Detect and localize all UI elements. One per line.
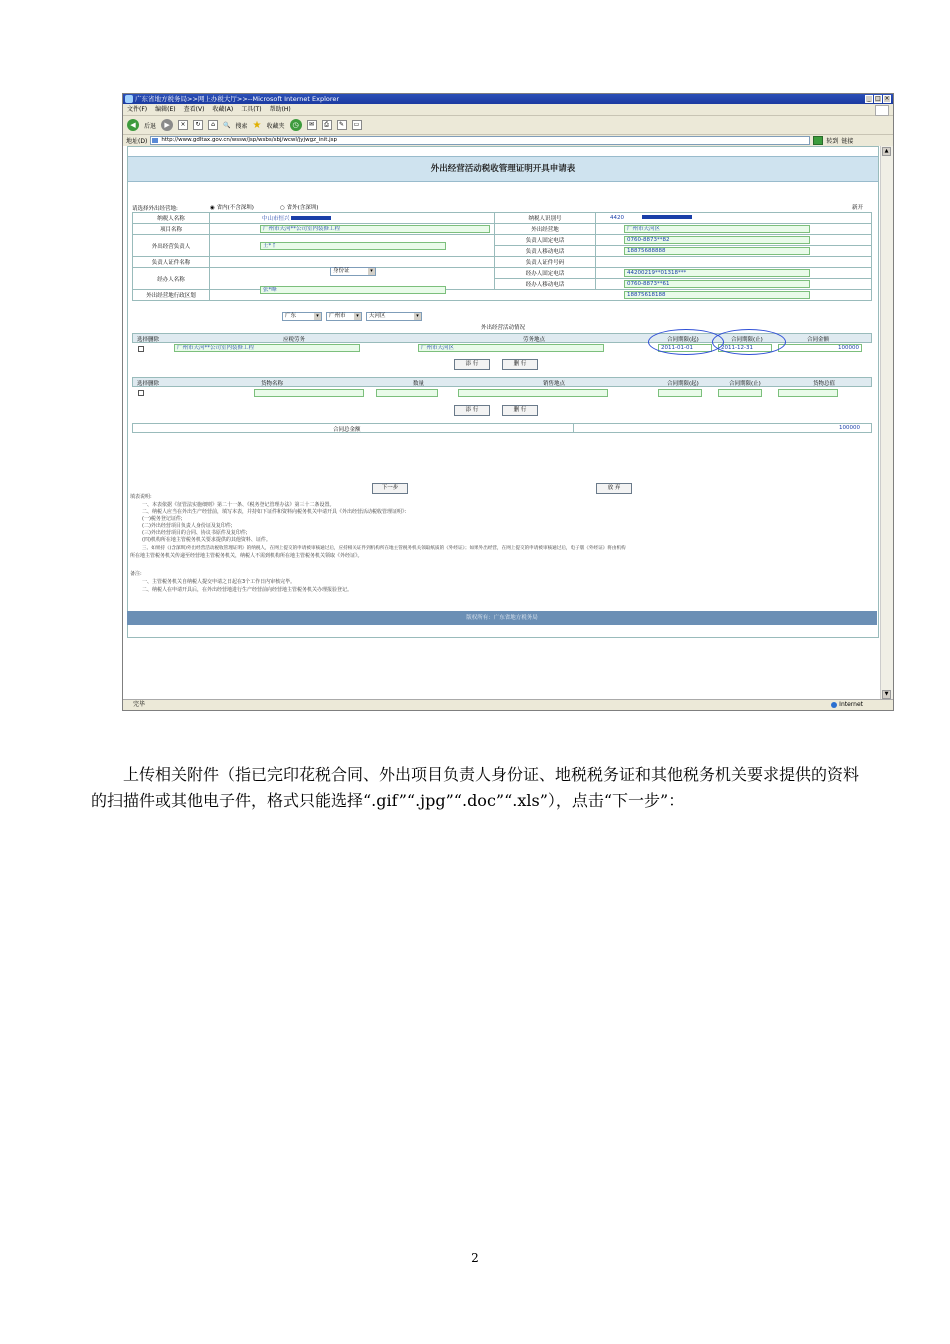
- act-header-end: 合同期限(止): [731, 337, 763, 343]
- links-label[interactable]: 链接: [841, 138, 854, 145]
- history-icon[interactable]: ◷: [290, 119, 302, 131]
- act-header-start: 合同期限(起): [667, 337, 699, 343]
- address-value: http://www.gdltax.gov.cn/wssw/jsp/wsbs/sbj/wcwl/jyjwgz_init.jsp: [161, 137, 338, 143]
- form-title: 外出经营活动税收管理证明开具申请表: [128, 156, 878, 182]
- goods-header-value: 货物总值: [813, 381, 836, 387]
- goods-add-row-button[interactable]: 添 行: [454, 405, 490, 416]
- taxpayer-name: 中山市恒兴: [262, 216, 290, 222]
- radio-in-province[interactable]: ◉ 省内(不含深圳): [210, 205, 254, 211]
- act-header-amount: 合同金额: [807, 337, 830, 343]
- goods-row-checkbox[interactable]: [138, 390, 144, 396]
- city-select[interactable]: 广州市 ▾: [326, 312, 362, 321]
- favorites-star-icon[interactable]: ★: [252, 119, 262, 131]
- menu-favorites[interactable]: 收藏(A): [212, 106, 234, 113]
- note-3: (一)税务登记证件;: [142, 516, 183, 522]
- edit-icon[interactable]: ✎: [337, 120, 347, 130]
- act-row-checkbox[interactable]: [138, 346, 144, 352]
- leader-mobile-label: 负责人移动电话: [495, 246, 596, 257]
- address-label: 地址(D): [126, 138, 148, 145]
- goods-end-input[interactable]: [718, 389, 762, 397]
- goods-header: [132, 377, 872, 387]
- remark-title: 备注:: [130, 571, 142, 577]
- back-label[interactable]: 后退: [144, 122, 157, 130]
- leader-label: 外出经营负责人: [133, 235, 210, 257]
- taxpayer-id-label: 纳税人识别号: [495, 213, 596, 224]
- note-7: 三、如果持《(含深圳)外出经营活动税收管理证明》的纳税人，在网上提交的申请被审核通过后，应持相关证件到机构所在地主管税务机关领取纸质的《外经证》；如果外出经营，在网上提交的申请被审核通过后，电子版《外经证》将由机构: [142, 546, 626, 551]
- address-input[interactable]: [150, 136, 810, 145]
- agent-mobile-input[interactable]: 18875618188: [624, 291, 810, 299]
- act-header-place: 劳务地点: [523, 337, 546, 343]
- goods-qty-input[interactable]: [376, 389, 438, 397]
- goods-header-place: 销售地点: [543, 381, 566, 387]
- windows-flag-icon: [875, 105, 889, 116]
- out-location-input[interactable]: 广州市天河区: [624, 225, 810, 233]
- redaction-mark: [291, 216, 331, 220]
- agent-label: 经办人名称: [133, 268, 210, 290]
- goods-place-input[interactable]: [458, 389, 608, 397]
- stop-icon[interactable]: ×: [178, 120, 188, 130]
- leader-phone-input[interactable]: 0760-8873**82: [624, 236, 810, 244]
- menu-file[interactable]: 文件(F): [127, 106, 148, 113]
- agent-input[interactable]: 张*峰: [260, 286, 446, 294]
- leader-input[interactable]: 王*丫: [260, 242, 446, 250]
- window-controls: [865, 95, 891, 103]
- go-label[interactable]: 转到: [826, 138, 839, 145]
- act-place-input[interactable]: 广州市天河区: [418, 344, 604, 352]
- mail-icon[interactable]: ✉: [307, 120, 317, 130]
- goods-del-row-button[interactable]: 删 行: [502, 405, 538, 416]
- forward-icon[interactable]: ▶: [161, 119, 173, 131]
- goods-header-name: 货物名称: [261, 381, 284, 387]
- menu-edit[interactable]: 编辑(E): [155, 106, 176, 113]
- goods-header-end: 合同期限(止): [729, 381, 761, 387]
- agent-phone-label: 经办人固定电话: [495, 268, 596, 279]
- application-form: [127, 146, 879, 638]
- maximize-icon[interactable]: □: [875, 95, 881, 102]
- leader-mobile-input[interactable]: 18875688888: [624, 247, 810, 255]
- act-header-service: 应税劳务: [283, 337, 306, 343]
- note-6: (四)机构所在地主管税务机关要求提供的其他资料、证件。: [142, 537, 271, 543]
- cert-name-label: 负责人证件名称: [133, 257, 210, 268]
- menu-help[interactable]: 帮助(H): [269, 106, 291, 113]
- browser-screenshot: [122, 93, 894, 711]
- project-name-input[interactable]: 广州市天河**公司室内装修工程: [260, 225, 490, 233]
- total-value: 100000: [839, 425, 860, 431]
- act-amount-input[interactable]: 100000: [778, 344, 862, 352]
- total-row: [132, 423, 872, 433]
- menu-bar: [123, 104, 893, 116]
- menu-view[interactable]: 查看(V): [183, 106, 205, 113]
- annotation-circle-end: [712, 329, 786, 355]
- go-icon[interactable]: [813, 136, 823, 145]
- globe-icon: [831, 702, 837, 708]
- act-header-select: 选择删除: [137, 337, 160, 343]
- total-divider: [573, 424, 574, 432]
- browser-toolbar: [123, 116, 893, 135]
- page-viewport: [123, 146, 881, 700]
- new-label: 新开: [852, 205, 864, 211]
- goods-start-input[interactable]: [658, 389, 702, 397]
- browser-titlebar: [123, 94, 893, 104]
- search-icon[interactable]: 🔍: [223, 121, 231, 129]
- note-1: 一、本表依据《征管法实施细则》第二十一条、《税务登记管理办法》第三十二条设置。: [142, 502, 335, 508]
- project-name-label: 项目名称: [133, 224, 210, 235]
- goods-name-input[interactable]: [254, 389, 364, 397]
- status-zone-label: Internet: [839, 701, 863, 708]
- note-2: 二、纳税人应当在外出生产经营前，填写本表，并持如下证件和资料向税务机关申请开具《外出经营活动税收管理证明》：: [142, 509, 410, 515]
- radio-out-province[interactable]: ○ 省外(含深圳): [280, 205, 319, 211]
- site-footer: 版权所有：广东省地方税务局: [127, 611, 877, 625]
- minimize-icon[interactable]: _: [865, 95, 873, 103]
- act-service-input[interactable]: 广州市天河**公司室内装修工程: [174, 344, 360, 352]
- taxpayer-name-label: 纳税人名称: [133, 213, 210, 224]
- province-select[interactable]: 广东 ▾: [282, 312, 322, 321]
- instruction-text: 上传相关附件（指已完印花税合同、外出项目负责人身份证、地税税务证和其他税务机关要求提供的资料的扫描件或其他电子件，格式只能选择“.gif”“.jpg”“.doc”“.xls”），点击“下一步”：: [91, 765, 860, 810]
- act-start-input[interactable]: 2011-01-01: [658, 344, 712, 352]
- dest-label: 请选择外出经营地:: [132, 206, 178, 212]
- region-label: 外出经营地行政区划: [133, 290, 210, 301]
- menu-tools[interactable]: 工具(T): [241, 106, 262, 113]
- act-del-row-button[interactable]: 删 行: [502, 359, 538, 370]
- goods-header-start: 合同期限(起): [667, 381, 699, 387]
- status-text: 完毕: [133, 701, 146, 708]
- goods-value-input[interactable]: [778, 389, 838, 397]
- cert-name-select[interactable]: 身份证 ▾: [330, 267, 376, 276]
- out-location-label: 外出经营地: [495, 224, 596, 235]
- scroll-up-icon[interactable]: ▲: [882, 147, 891, 156]
- cancel-button[interactable]: 放 弃: [596, 483, 632, 494]
- agent-mobile-label: 经办人移动电话: [495, 279, 596, 290]
- print-icon[interactable]: ⎙: [322, 120, 332, 130]
- act-add-row-button[interactable]: 添 行: [454, 359, 490, 370]
- ie-logo-icon: [125, 95, 133, 103]
- scroll-down-icon[interactable]: ▼: [882, 690, 891, 699]
- status-zone: [831, 700, 863, 710]
- refresh-icon[interactable]: ↻: [193, 120, 203, 130]
- note-5: (三)外出经营项目的合同、协议书原件及复印件;: [142, 530, 248, 536]
- act-end-input[interactable]: 2011-12-31: [718, 344, 772, 352]
- remark-2: 二、纳税人在申请开具后，在外出经营地进行生产经营前向经营地主管税务机关办理报验登记。: [142, 587, 353, 593]
- next-step-button[interactable]: 下一步: [372, 483, 408, 494]
- notes-title: 填表说明:: [130, 494, 152, 500]
- goods-header-qty: 数量: [413, 381, 425, 387]
- agent-phone-input[interactable]: 0760-8873**61: [624, 280, 810, 288]
- note-8: 所在地主管税务机关传递至经营地主管税务机关，纳税人不需到机构所在地主管税务机关领取《外经证》。: [130, 553, 363, 559]
- home-icon[interactable]: ⌂: [208, 120, 218, 130]
- activity-title: 外出经营活动情况: [480, 325, 525, 331]
- folder-icon[interactable]: ▭: [352, 120, 362, 130]
- redaction-mark: [642, 215, 692, 219]
- search-label[interactable]: 搜索: [235, 122, 248, 130]
- note-4: (二)外出经营项目负责人身份证及复印件;: [142, 523, 233, 529]
- status-bar: [123, 699, 893, 710]
- instruction-paragraph: [91, 762, 871, 814]
- district-select[interactable]: 天河区 ▾: [366, 312, 422, 321]
- taxpayer-id: 4420: [610, 215, 624, 221]
- page-number: 2: [471, 1251, 479, 1265]
- browser-title: 广东省地方税务局>>网上办税大厅>>--Microsoft Internet Explorer: [135, 95, 340, 103]
- cert-no-label: 负责人证件号码: [495, 257, 596, 268]
- remark-1: 一、主管税务机关自纳税人提交申请之日起在3个工作日内审核完毕。: [142, 579, 296, 585]
- total-label: 合同总金额: [333, 427, 361, 433]
- leader-phone-label: 负责人固定电话: [495, 235, 596, 246]
- goods-header-select: 选择删除: [137, 381, 160, 387]
- vertical-scrollbar[interactable]: [880, 146, 893, 700]
- close-icon[interactable]: ×: [884, 95, 890, 102]
- page-icon: [152, 138, 158, 143]
- cert-no-input[interactable]: 44200219**01318***: [624, 269, 810, 277]
- back-icon[interactable]: ◀: [127, 119, 139, 131]
- favorites-label[interactable]: 收藏夹: [266, 122, 285, 130]
